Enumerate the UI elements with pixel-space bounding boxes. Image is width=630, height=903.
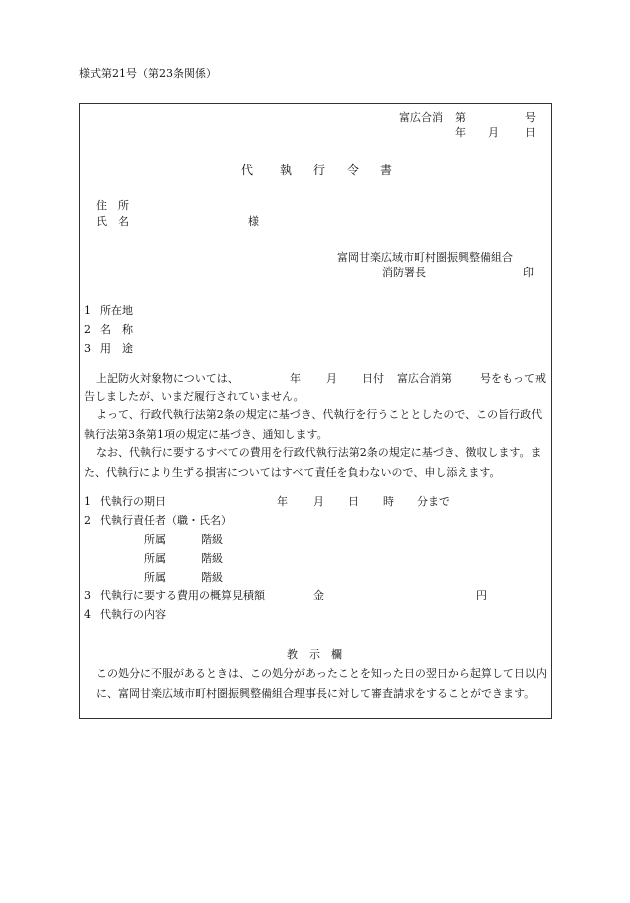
date-year: 年 [455,126,466,139]
honorific-sama: 様 [248,215,259,228]
body-p1-line2: 告しましたが、いまだ履行されていません。 [84,390,305,403]
execution-date-year: 年 [277,495,288,508]
address-label: 住 所 [96,199,129,212]
body-paragraph-2: よって、行政代執行法第2条の規定に基づき、代執行を行うこととしたので、この旨行政代執行法第3条第1項の規定に基づき、通知します。 [84,408,543,441]
officer-rank: 階級 [201,571,223,584]
property-item-label: 名 称 [100,323,133,336]
execution-date-minute: 分まで [417,495,450,508]
title-char: 行 [313,163,326,177]
title-char: 令 [347,163,360,177]
detail-number: 4 [84,608,91,621]
responsible-officer-label: 代執行責任者（職・氏名） [100,514,232,527]
title-char: 代 [241,163,254,177]
property-item-number: 3 [84,342,91,355]
property-item-number: 2 [84,323,91,336]
body-p1-tail: 号をもって戒 [480,372,546,385]
body-paragraph-3: なお、代執行に要するすべての費用を行政代執行法第2条の規定に基づき、徴収します。また、代執行により生ずる損害についてはすべて責任を負わないので、申し添えます。 [84,446,542,479]
title-char: 執 [280,163,293,177]
body-p1-a: 上記防火対象物については、 [96,372,239,385]
execution-date-month: 月 [313,495,324,508]
title-char: 書 [380,163,393,177]
execution-date-label: 代執行の期日 [100,495,166,508]
officer-dept: 所属 [144,533,166,546]
notice-title: 教 示 欄 [287,648,342,661]
officer-rank: 階級 [201,552,223,565]
detail-number: 1 [84,495,91,508]
execution-date-day: 日 [348,495,359,508]
estimated-cost-label: 代執行に要する費用の概算見積額 [100,589,265,602]
estimated-cost-kin: 金 [313,589,324,602]
officer-rank: 階級 [201,533,223,546]
property-item-label: 所在地 [100,304,133,317]
notice-text: この処分に不服があるときは、この処分があったことを知った日の翌日から起算して日以内に、富岡甘楽広域市町村圏振興整備組合理事長に対して審査請求をすることができます。 [96,667,547,700]
date-month: 月 [488,126,499,139]
property-item-number: 1 [84,304,91,317]
issuer-organization: 富岡甘楽広域市町村圏振興整備組合 [337,251,513,264]
seal-mark: 印 [523,266,534,279]
issuer-title: 消防署長 [382,266,426,279]
body-p1-year: 年 [290,372,301,385]
doc-number-dai: 第 [455,111,466,124]
detail-number: 2 [84,514,91,527]
body-p1-ref: 富広合消第 [397,372,452,385]
date-day: 日 [525,126,536,139]
name-label: 氏 名 [96,215,129,228]
form-number-label: 様式第21号（第23条関係） [79,67,217,80]
execution-content-label: 代執行の内容 [100,608,166,621]
doc-number-prefix: 富広合消 [399,111,443,124]
estimated-cost-yen: 円 [476,589,487,602]
officer-dept: 所属 [144,571,166,584]
property-item-label: 用 途 [100,342,133,355]
body-p1-month: 月 [326,372,337,385]
officer-dept: 所属 [144,552,166,565]
doc-number-go: 号 [525,111,536,124]
execution-date-hour: 時 [383,495,394,508]
detail-number: 3 [84,589,91,602]
body-p1-day: 日付 [362,372,384,385]
